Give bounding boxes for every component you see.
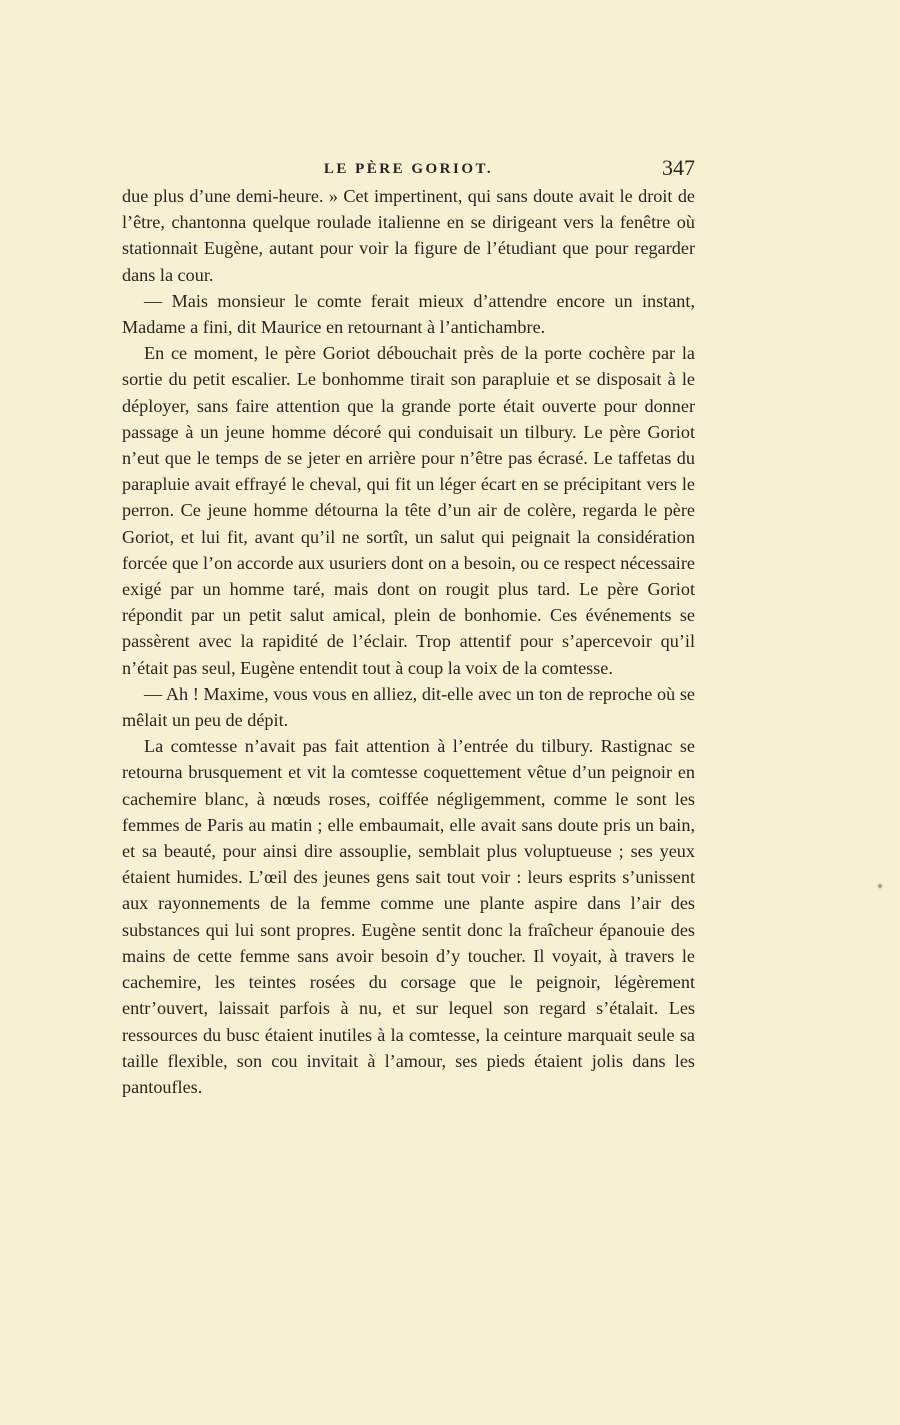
body-text <box>122 183 695 1100</box>
paragraph-5: La comtesse n’avait pas fait attention à l’entrée du tilbury. Rastignac se retourna brusquement et vit la comtesse coquettement vêtue d’un peignoir en cachemire blanc, à nœuds roses, coiffée négligemment, comme le sont les femmes de Paris au matin ; elle embaumait, elle avait sans doute pris un bain, et sa beauté, pour ainsi dire assouplie, semblait plus voluptueuse ; ses yeux étaient humides. L’œil des jeunes gens sait tout voir : leurs esprits s’unissent aux rayonnements de la femme comme une plante aspire dans l’air des substances qui lui sont propres. Eugène sentit donc la fraîcheur épanouie des mains de cette femme sans avoir besoin d’y toucher. Il voyait, à travers le cachemire, les teintes rosées du corsage que le peignoir, légèrement entr’ouvert, laissait parfois à nu, et sur lequel son regard s’étalait. Les ressources du busc étaient inutiles à la comtesse, la ceinture marquait seule sa taille flexible, son cou invitait à l’amour, ses pieds étaient jolis dans les pantoufles. <box>122 736 695 1097</box>
paper-speck <box>877 883 883 889</box>
paragraph-1: due plus d’une demi-heure. » Cet impertinent, qui sans doute avait le droit de l’être, chantonna quelque roulade italienne en se dirigeant vers la fenêtre où stationnait Eugène, autant pour voir la figure de l’étudiant que pour regarder dans la cour. <box>122 186 695 285</box>
paragraph-4: — Ah ! Maxime, vous vous en alliez, dit-elle avec un ton de reproche où se mêlait un peu de dépit. <box>122 683 695 731</box>
running-title: LE PÈRE GORIOT. <box>323 161 494 177</box>
page-number: 347 <box>662 155 695 180</box>
paragraph-3: En ce moment, le père Goriot débouchait près de la porte cochère par la sortie du petit escalier. Le bonhomme tirait son parapluie et se disposait à le déployer, sans faire attention que la grande porte était ouverte pour donner passage à un jeune homme décoré qui conduisait un tilbury. Le père Goriot n’eut que le temps de se jeter en arrière pour n’être pas écrasé. Le taffetas du parapluie avait effrayé le cheval, qui fit un léger écart en se précipitant vers le perron. Ce jeune homme détourna la tête d’un air de colère, regarda le père Goriot, et lui fit, avant qu’il ne sortît, un salut qui peignait la considération forcée que l’on accorde aux usuriers dont on a besoin, ou ce respect nécessaire exigé par un homme taré, mais dont on rougit plus tard. Le père Goriot répondit par un petit salut amical, plein de bonhomie. Ces événements se passèrent avec la rapidité de l’éclair. Trop attentif pour s’apercevoir qu’il n’était pas seul, Eugène entendit tout à coup la voix de la comtesse. <box>122 343 695 678</box>
running-head <box>122 155 695 185</box>
paragraph-2: — Mais monsieur le comte ferait mieux d’attendre encore un instant, Madame a fini, dit Maurice en retournant à l’antichambre. <box>122 290 695 338</box>
